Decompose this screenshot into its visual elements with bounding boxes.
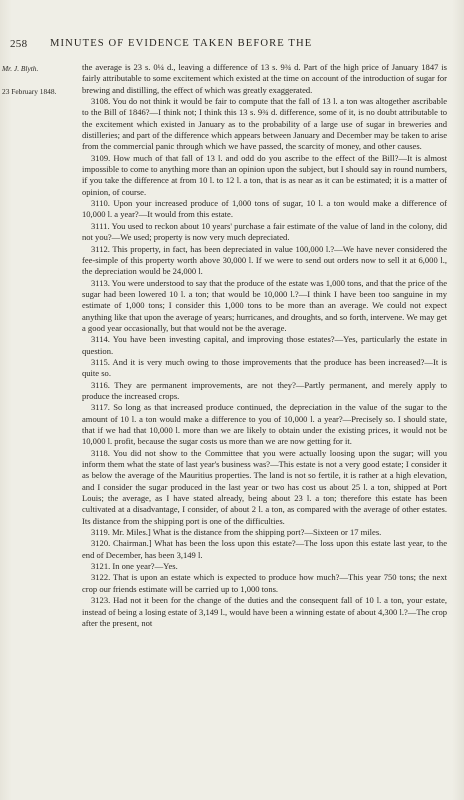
question-3113: 3113. You were understood to say that the produce of the estate was 1,000 tons, and that the price of the sugar had been lowered 10 l. a ton; that would be 10,000 l.?—I think I have been too sanguine in my estimate of 1,000 tons; I consider this 1,000 tons to be more than an average. We could not expect anything like that upon the average of years; hurricanes, and droughts, and so forth, intervene. We may get a good year occasionally, but that would not be the average. — [82, 277, 447, 333]
question-3115: 3115. And it is very much owing to those improvements that the produce has been increased?—It is quite so. — [82, 356, 447, 379]
body-text — [82, 62, 447, 629]
question-3123: 3123. Had not it been for the change of the duties and the consequent fall of 10 l. a ton, your estate, instead of being a losing estate of 3,149 l., would have been a winning estate of about 4,300 l.?—The crop after the present, not — [82, 595, 447, 628]
page-number: 258 — [10, 38, 28, 50]
question-3108: 3108. You do not think it would be fair to compute that the fall of 13 l. a ton was altogether ascribable to the Bill of 1846?—I think not; I think this 13 s. 9¾ d. difference, some of it, is no doubt attributable to the excitement which existed in January as to the probability of a large use of sugar in breweries and distilleries; and part of the difference which appears between January and December may be taken to arise from the commercial panic through which we have passed, the scarcity of money, and other causes. — [82, 96, 447, 152]
running-title: MINUTES OF EVIDENCE TAKEN BEFORE THE — [50, 38, 313, 49]
margin-date: 23 February 1848. — [2, 87, 57, 96]
question-3116: 3116. They are permanent improvements, are not they?—Partly permanent, and merely apply to produce the increased crops. — [82, 379, 447, 401]
question-3117: 3117. So long as that increased produce continued, the depreciation in the value of the sugar to the amount of 10 l. a ton would make a difference to you of 10,000 l. a year?—Precisely so. I should state, that if we had that 10,000 l. more than we are likely to obtain under the existing prices, it would not be 10,000 l. profit, because the sugar costs us more than we are now getting for it. — [82, 402, 447, 447]
paragraph-continuation: the average is 23 s. 0¼ d., leaving a difference of 13 s. 9¾ d. Part of the high price of January 1847 is fairly attributable to some excitement which existed at the time on account of the introduction of sugar for brewing and distilling, the effect of which was greatly exaggerated. — [82, 62, 447, 95]
question-3111: 3111. You used to reckon about 10 years' purchase a fair estimate of the value of land in the colony, did not you?—We used; property is now very much depreciated. — [82, 220, 447, 243]
question-3110: 3110. Upon your increased produce of 1,000 tons of sugar, 10 l. a ton would make a difference of 10,000 l. a year?—It would from this estate. — [82, 198, 447, 220]
question-3119: 3119. Mr. Miles.] What is the distance from the shipping port?—Sixteen or 17 miles. — [91, 527, 382, 538]
question-3114: 3114. You have been investing capital, and improving those estates?—Yes, particularly the estate in question. — [82, 334, 447, 356]
page-header — [10, 38, 456, 52]
question-3109: 3109. How much of that fall of 13 l. and odd do you ascribe to the effect of the Bill?—It is almost impossible to come to anything more than an opinion upon the subject, but I should say in round numbers, if you take the difference at from 10 l. to 12 l. a ton, that is as near as it can be estimated; it is a matter of opinion, of course. — [82, 152, 447, 197]
question-3121: 3121. In one year?—Yes. — [91, 561, 178, 572]
margin-witness-name: Mr. J. Blyth. — [2, 64, 39, 73]
question-3122: 3122. That is upon an estate which is expected to produce how much?—This year 750 tons; the next crop our friends estimate will be carried up to 1,000 tons. — [82, 572, 447, 594]
question-3112: 3112. This property, in fact, has been depreciated in value 100,000 l.?—We have never considered the fee-simple of this property worth above 30,000 l. If we were to send out orders now to sell it at 6,000 l., the depreciation would be 24,000 l. — [82, 243, 447, 277]
question-3118: 3118. You did not show to the Committee that you were actually loosing upon the sugar; will you inform them what the state of last year's business was?—This estate is not a very good estate; I consider it as below the average of the Mauritius properties. The land is not so fertile, it is rather at a high elevation, and I consider the sugar produced in the last year or two has cost us about 25 l. a ton, shipped at Port Louis; the average, as I have stated already, being about 23 l. a ton; therefore this estate has been cultivated at a disadvantage, I consider, of about 2 l. a ton, as compared with the average of other estates. Its distance from the shipping port is one of the difficulties. — [82, 447, 447, 526]
question-3120: 3120. Chairman.] What has been the loss upon this estate?—The loss upon this estate last year, to the end of December, has been 3,149 l. — [82, 538, 447, 560]
